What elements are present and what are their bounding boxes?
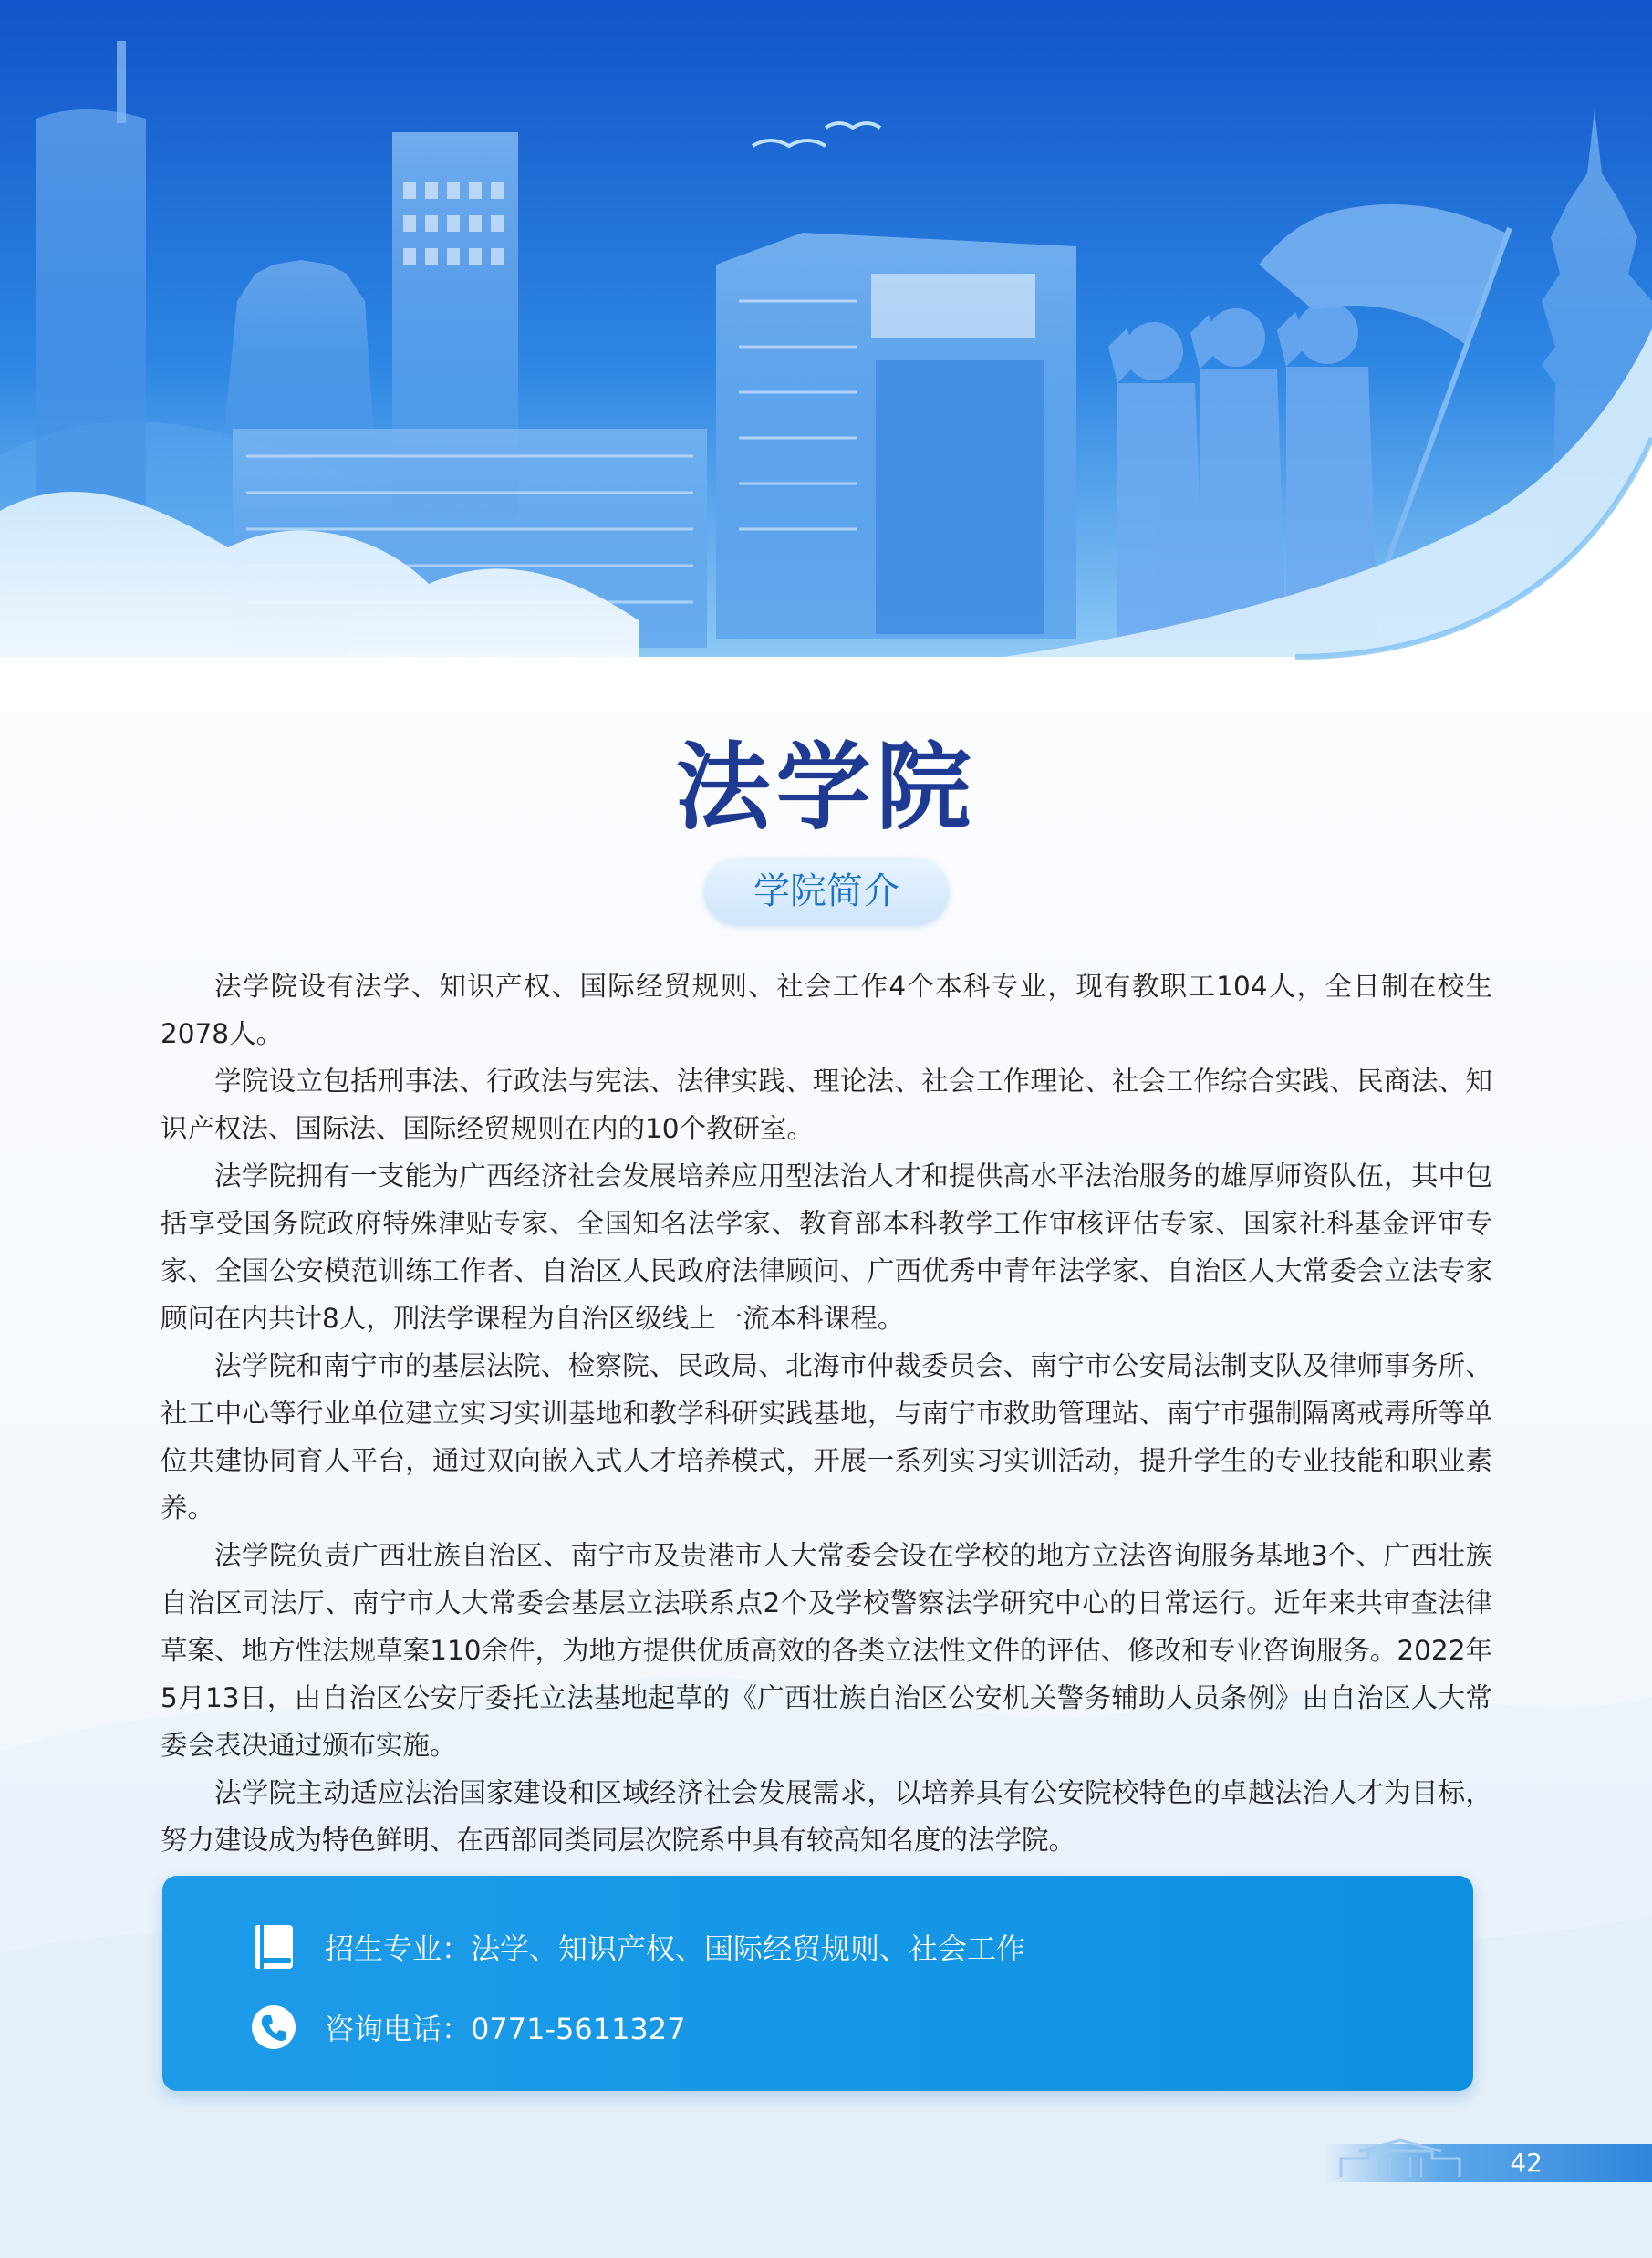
paragraph: 法学院设有法学、知识产权、国际经贸规则、社会工作4个本科专业，现有教职工104人，全日制在校生2078人。 — [161, 971, 1492, 1049]
paragraph: 法学院主动适应法治国家建设和区域经济社会发展需求，以培养具有公安院校特色的卓越法治人才为目标，努力建设成为特色鲜明、在西部同类同层次院系中具有较高知名度的法学院。 — [161, 1777, 1492, 1856]
header-banner — [0, 0, 1652, 712]
paragraph: 法学院和南宁市的基层法院、检察院、民政局、北海市仲裁委员会、南宁市公安局法制支队及律师事务所、社工中心等行业单位建立实习实训基地和教学科研实践基地，与南宁市救助管理站、南宁市强制隔离戒毒所等单位共建协同育人平台，通过双向嵌入式人才培养模式，开展一系列实习实训活动，提升学生的专业技能和职业素养。 — [161, 1350, 1492, 1524]
majors-text: 招生专业：法学、知识产权、国际经贸规则、社会工作 — [325, 1931, 1026, 1966]
intro-text — [161, 963, 1492, 1864]
paragraph: 法学院拥有一支能为广西经济社会发展培养应用型法治人才和提供高水平法治服务的雄厚师资队伍，其中包括享受国务院政府特殊津贴专家、全国知名法学家、教育部本科教学工作审核评估专家、国家社科基金评审专家、全国公安模范训练工作者、自治区人民政府法律顾问、广西优秀中青年法学家、自治区人大常委会立法专家顾问在内共计8人，刑法学课程为自治区级线上一流本科课程。 — [161, 1160, 1492, 1334]
phone-icon — [250, 2003, 297, 2051]
paragraph: 法学院负责广西壮族自治区、南宁市及贵港市人大常委会设在学校的地方立法咨询服务基地3个、广西壮族自治区司法厅、南宁市人大常委会基层立法联系点2个及学校警察法学研究中心的日常运行。近年来共审查法律草案、地方性法规草案110余件，为地方提供优质高效的各类立法性文件的评估、修改和专业咨询服务。2022年5月13日，由自治区公安厅委托立法基地起草的《广西壮族自治区公安机关警务辅助人员条例》由自治区人大常委会表决通过颁布实施。 — [161, 1540, 1492, 1761]
majors-row — [250, 1921, 1025, 1972]
footer-bar — [1325, 2144, 1652, 2182]
phone-row — [250, 2002, 686, 2053]
building-icon — [1332, 2138, 1469, 2177]
section-subtitle: 学院简介 — [704, 858, 949, 925]
page-number: 42 — [1510, 2148, 1543, 2178]
admission-info-box — [162, 1876, 1473, 2091]
phone-text: 咨询电话：0771-5611327 — [325, 2012, 686, 2046]
page-title: 法学院 — [675, 732, 977, 843]
city-skyline-illustration — [0, 0, 1652, 712]
book-icon — [250, 1923, 297, 1971]
paragraph: 学院设立包括刑事法、行政法与宪法、法律实践、理论法、社会工作理论、社会工作综合实践、民商法、知识产权法、国际法、国际经贸规则在内的10个教研室。 — [161, 1066, 1492, 1144]
